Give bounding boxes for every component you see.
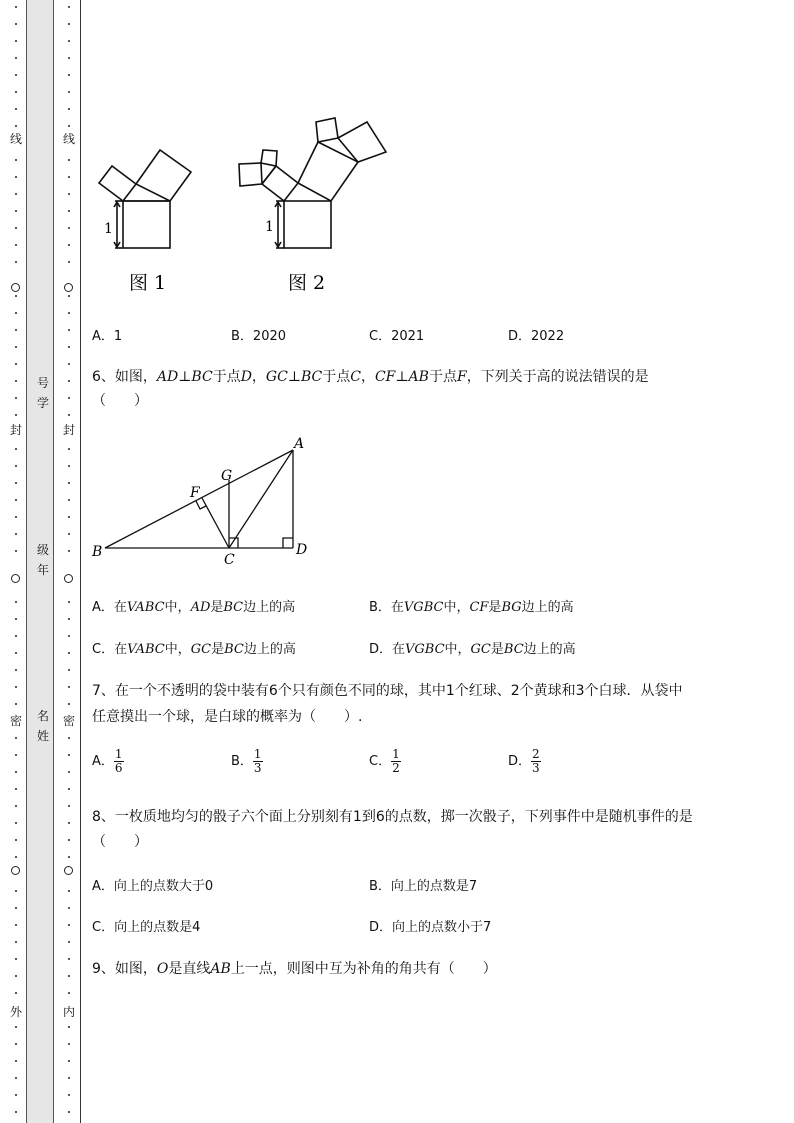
margin-dot [15, 363, 17, 365]
margin-dot [15, 958, 17, 960]
margin-dot [15, 1043, 17, 1045]
margin-dot [15, 703, 17, 705]
margin-dot [15, 1026, 17, 1028]
q6-option-a: A．在VABC中，AD是BC边上的高 [92, 600, 296, 615]
margin-dot [68, 482, 70, 484]
margin-dot [68, 465, 70, 467]
margin-dot [68, 839, 70, 841]
fig2-upper-left-square [316, 118, 338, 142]
margin-dot [68, 448, 70, 450]
inner-label-feng: 封 [63, 423, 76, 437]
outer-label-xian: 线 [10, 132, 23, 146]
margin-dot [68, 1111, 70, 1113]
margin-dot [68, 754, 70, 756]
margin-dot [15, 601, 17, 603]
margin-dot [68, 363, 70, 365]
margin-dot [15, 805, 17, 807]
q6-stem: 6、如图，AD⊥BC于点D，GC⊥BC于点C，CF⊥AB于点F，下列关于高的说法错误的是 [92, 369, 649, 385]
margin-dot [15, 907, 17, 909]
margin-dot [68, 771, 70, 773]
margin-dot [68, 635, 70, 637]
q5-option-d: D．2022 [508, 329, 565, 344]
margin-dot [68, 91, 70, 93]
right-angle-d [283, 538, 293, 548]
field-ji: 级 [37, 543, 50, 557]
margin-dot [68, 40, 70, 42]
margin-dot [68, 176, 70, 178]
margin-dot [68, 924, 70, 926]
margin-dot [68, 193, 70, 195]
margin-circle [64, 866, 73, 875]
margin-dot [15, 771, 17, 773]
margin-dot [68, 261, 70, 263]
q7-line2: 任意摸出一个球，是白球的概率为（ ）. [92, 709, 363, 725]
field-ming: 名 [37, 709, 50, 723]
margin-dot [15, 125, 17, 127]
point-f: F [190, 485, 200, 501]
fig1-height-label: 1 [104, 221, 113, 237]
q9-stem: 9、如图，O是直线AB上一点，则图中互为补角的角共有（ ） [92, 961, 497, 977]
margin-dot [15, 176, 17, 178]
margin-dot [15, 91, 17, 93]
margin-dot [68, 1043, 70, 1045]
margin-dot [15, 329, 17, 331]
binding-gray-column [26, 0, 54, 1123]
margin-dot [15, 74, 17, 76]
margin-dot [68, 975, 70, 977]
margin-dot [15, 448, 17, 450]
margin-dot [15, 499, 17, 501]
margin-dot [68, 414, 70, 416]
margin-dot [68, 23, 70, 25]
margin-dot [68, 550, 70, 552]
q7-line1: 7、在一个不透明的袋中装有6个只有颜色不同的球，其中1个红球、2个黄球和3个白球．从袋中 [92, 683, 683, 699]
q8-option-c: C．向上的点数是4 [92, 920, 201, 935]
q6-option-c: C．在VABC中，GC是BC边上的高 [92, 642, 296, 657]
margin-dot [68, 1077, 70, 1079]
margin-dot [15, 414, 17, 416]
margin-dot [68, 1060, 70, 1062]
fig2-small-left-b [261, 150, 277, 166]
inner-label-nei: 内 [63, 1005, 76, 1019]
margin-dot [15, 295, 17, 297]
margin-dot [15, 40, 17, 42]
margin-dot [68, 227, 70, 229]
q8-line1: 8、一枚质地均匀的骰子六个面上分别刻有1到6的点数，掷一次骰子，下列事件中是随机事件的是 [92, 809, 693, 825]
margin-dot [15, 941, 17, 943]
outer-label-mi: 密 [10, 714, 23, 728]
q5-option-b: B．2020 [231, 329, 287, 344]
margin-dot [15, 856, 17, 858]
margin-dot [68, 1094, 70, 1096]
margin-dot [68, 737, 70, 739]
margin-dot [15, 1060, 17, 1062]
margin-dot [68, 516, 70, 518]
margin-dot [15, 159, 17, 161]
margin-dot [68, 108, 70, 110]
margin-dot [15, 992, 17, 994]
margin-dot [15, 635, 17, 637]
margin-dot [15, 1094, 17, 1096]
fig1-right-square [136, 150, 191, 201]
field-xue: 学 [37, 396, 50, 410]
margin-dot [68, 652, 70, 654]
field-nian: 年 [37, 563, 50, 577]
q7-option-a: A． $\frac{1}{6}$ [92, 747, 123, 775]
margin-dot [68, 703, 70, 705]
margin-dot [15, 397, 17, 399]
margin-dot [15, 822, 17, 824]
q6-option-b: B．在VGBC中，CF是BG边上的高 [369, 600, 574, 615]
margin-dot [15, 652, 17, 654]
margin-dot [15, 1077, 17, 1079]
margin-dot [68, 125, 70, 127]
margin-dot [15, 890, 17, 892]
q5-option-a: A．1 [92, 329, 123, 344]
margin-circle [11, 866, 20, 875]
margin-dot [15, 346, 17, 348]
margin-dot [15, 924, 17, 926]
q5-figures [90, 110, 400, 300]
margin-dot [68, 397, 70, 399]
q6-answer-paren: （ ） [92, 393, 148, 409]
segment-fc [202, 498, 229, 548]
margin-dot [15, 788, 17, 790]
margin-dot [15, 754, 17, 756]
outer-label-feng: 封 [10, 423, 23, 437]
margin-dot [15, 533, 17, 535]
margin-dot [68, 57, 70, 59]
margin-dot [68, 1026, 70, 1028]
binding-border-line [80, 0, 81, 1123]
fig1-caption: 图 1 [129, 272, 167, 294]
margin-circle [64, 574, 73, 583]
q8-option-a: A．向上的点数大于0 [92, 879, 214, 894]
segment-ca [229, 450, 293, 548]
margin-dot [68, 210, 70, 212]
fig2-height-label: 1 [265, 219, 274, 235]
margin-dot [15, 57, 17, 59]
fig2-small-left-a [239, 163, 262, 186]
margin-dot [15, 23, 17, 25]
margin-dot [68, 941, 70, 943]
margin-dot [15, 227, 17, 229]
margin-dot [15, 686, 17, 688]
margin-dot [15, 312, 17, 314]
q8-option-d: D．向上的点数小于7 [369, 920, 492, 935]
margin-dot [68, 346, 70, 348]
inner-label-mi: 密 [63, 714, 76, 728]
q6-option-d: D．在VGBC中，GC是BC边上的高 [369, 642, 576, 657]
margin-dot [15, 210, 17, 212]
q8-line2: （ ） [92, 834, 148, 850]
q8-option-b: B．向上的点数是7 [369, 879, 478, 894]
margin-dot [68, 669, 70, 671]
margin-dot [15, 975, 17, 977]
margin-dot [15, 244, 17, 246]
margin-dot [15, 261, 17, 263]
point-a: A [294, 436, 305, 452]
margin-circle [11, 283, 20, 292]
margin-dot [68, 907, 70, 909]
margin-dot [15, 482, 17, 484]
margin-dot [68, 499, 70, 501]
q5-option-c: C．2021 [369, 329, 425, 344]
margin-dot [68, 312, 70, 314]
margin-dot [68, 856, 70, 858]
fig1-left-square [99, 166, 136, 201]
fig1-base-square [123, 201, 170, 248]
point-b: B [92, 544, 103, 560]
margin-dot [15, 669, 17, 671]
margin-dot [68, 992, 70, 994]
margin-dot [15, 737, 17, 739]
margin-dot [68, 380, 70, 382]
margin-dot [15, 380, 17, 382]
field-hao: 号 [37, 376, 50, 390]
q6-figure [88, 430, 318, 570]
margin-circle [11, 574, 20, 583]
point-d: D [296, 542, 308, 558]
margin-dot [68, 329, 70, 331]
field-xing: 姓 [37, 729, 50, 743]
q7-option-b: B． $\frac{1}{3}$ [231, 747, 262, 775]
margin-dot [15, 839, 17, 841]
margin-dot [68, 74, 70, 76]
inner-label-xian: 线 [63, 132, 76, 146]
margin-dot [15, 618, 17, 620]
margin-dot [68, 686, 70, 688]
margin-dot [68, 533, 70, 535]
fig2-left-square [262, 166, 298, 201]
margin-dot [15, 516, 17, 518]
point-g: G [221, 468, 233, 484]
fig2-caption: 图 2 [288, 272, 326, 294]
q7-option-c: C． $\frac{1}{2}$ [369, 747, 400, 775]
margin-dot [15, 6, 17, 8]
point-c: C [224, 552, 235, 568]
margin-circle [64, 283, 73, 292]
margin-dot [15, 465, 17, 467]
margin-dot [68, 159, 70, 161]
outer-label-wai: 外 [10, 1005, 23, 1019]
margin-dot [68, 805, 70, 807]
margin-dot [15, 193, 17, 195]
margin-dot [68, 295, 70, 297]
margin-dot [15, 1111, 17, 1113]
margin-dot [68, 788, 70, 790]
margin-dot [68, 890, 70, 892]
margin-dot [68, 601, 70, 603]
margin-dot [68, 958, 70, 960]
q7-option-d: D． $\frac{2}{3}$ [508, 747, 540, 775]
margin-dot [15, 108, 17, 110]
margin-dot [68, 822, 70, 824]
margin-dot [15, 550, 17, 552]
fig2-base-square [284, 201, 331, 248]
margin-dot [68, 6, 70, 8]
margin-dot [68, 244, 70, 246]
margin-dot [68, 618, 70, 620]
